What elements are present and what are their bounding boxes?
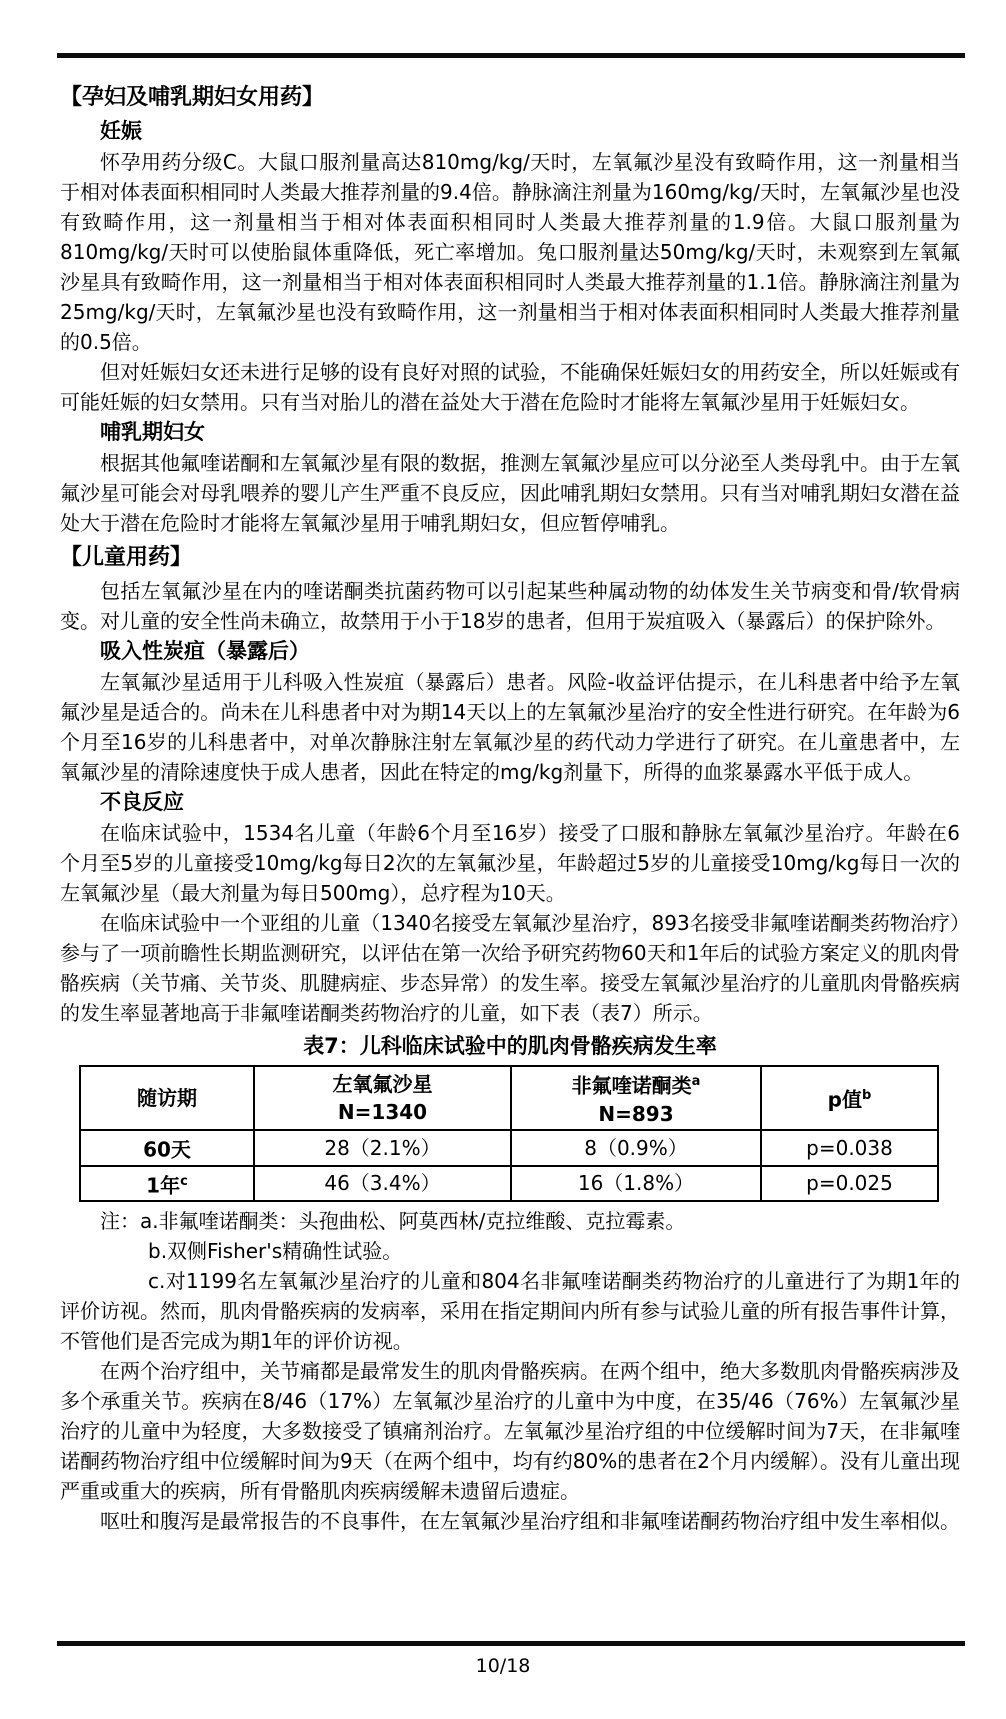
table7-header-nonfluoroquinolone — [511, 1066, 761, 1130]
table7-header-followup — [80, 1066, 254, 1130]
paragraph-closing-1: 在两个治疗组中，关节痛都是最常发生的肌肉骨骼疾病。在两个组中，绝大多数肌肉骨骼疾病涉及多个承重关节。疾病在8/46（17%）左氧氟沙星治疗的儿童中为中度，在35/46（76%）左氧氟沙星治疗的儿童中为轻度，大多数接受了镇痛剂治疗。左氧氟沙星治疗组的中位缓解时间为7天，在非氟喹诺酮药物治疗组中位缓解时间为9天（在两个组中，均有约80%的患者在2个月内缓解）。没有儿童出现严重或重大的疾病，所有骨骼肌肉疾病缓解未遗留后遗症。 — [60, 1359, 960, 1504]
footnote-marker-c: c — [180, 1173, 188, 1189]
table7-header-nonfluoroquinolone-label: 非氟喹诺酮类 — [571, 1073, 692, 1098]
paragraph-closing-2: 呕吐和腹泻是最常报告的不良事件，在左氧氟沙星治疗组和非氟喹诺酮药物治疗组中发生率相似。 — [100, 1509, 960, 1534]
cell-pvalue-1year: p=0.025 — [761, 1166, 938, 1202]
table7 — [79, 1065, 939, 1202]
table7-header-pvalue-label: p值 — [827, 1087, 862, 1112]
cell-period-60days-label: 60天 — [143, 1137, 191, 1162]
cell-pvalue-60days: p=0.038 — [761, 1130, 938, 1166]
paragraph-pregnancy-1: 怀孕用药分级C。大鼠口服剂量高达810mg/kg/天时，左氧氟沙星没有致畸作用，这一剂量相当于相对体表面积相同时人类最大推荐剂量的9.4倍。静脉滴注剂量为160mg/kg/天时，左氧氟沙星也没有致畸作用，这一剂量相当于相对体表面积相同时人类最大推荐剂量的1.9倍。大鼠口服剂量为810mg/kg/天时可以使胎鼠体重降低，死亡率增加。兔口服剂量达50mg/kg/天时，未观察到左氧氟沙星具有致畸作用，这一剂量相当于相对体表面积相同时人类最大推荐剂量的1.1倍。静脉滴注剂量为25mg/kg/天时，左氧氟沙星也没有致畸作用，这一剂量相当于相对体表面积相同时人类最大推荐剂量的0.5倍。 — [60, 150, 960, 354]
page-content — [60, 78, 960, 1536]
cell-period-1year-label: 1年 — [146, 1173, 181, 1198]
table7-note-b: b.双侧Fisher's精确性试验。 — [148, 1239, 403, 1264]
cell-period-60days — [80, 1130, 254, 1166]
cell-levofloxacin-1year: 46（3.4%） — [254, 1166, 511, 1202]
subheading-pregnancy: 妊娠 — [100, 119, 142, 143]
table7-header-nonfluoroquinolone-n: N=893 — [598, 1101, 674, 1126]
bottom-rule — [57, 1641, 965, 1646]
table7-title: 表7：儿科临床试验中的肌肉骨骼疾病发生率 — [303, 1034, 717, 1058]
paragraph-anthrax-1: 左氧氟沙星适用于儿科吸入性炭疽（暴露后）患者。风险-收益评估提示，在儿科患者中给予左氧氟沙星是适合的。尚未在儿科患者中对为期14天以上的左氧氟沙星治疗的安全性进行研究。在年龄为6个月至16岁的儿科患者中，对单次静脉注射左氧氟沙星的药代动力学进行了研究。在儿童患者中，左氧氟沙星的清除速度快于成人患者，因此在特定的mg/kg剂量下，所得的血浆暴露水平低于成人。 — [60, 670, 960, 784]
section-title-pregnancy-lactation: 【孕妇及哺乳期妇女用药】 — [60, 85, 325, 110]
cell-levofloxacin-60days: 28（2.1%） — [254, 1130, 511, 1166]
paragraph-lactation-1: 根据其他氟喹诺酮和左氧氟沙星有限的数据，推测左氧氟沙星应可以分泌至人类母乳中。由于左氧氟沙星可能会对母乳喂养的婴儿产生严重不良反应，因此哺乳期妇女禁用。只有当对哺乳期妇女潜在益处大于潜在危险时才能将左氧氟沙星用于哺乳期妇女，但应暂停哺乳。 — [60, 451, 960, 535]
table7-header-row — [80, 1066, 938, 1130]
table-row-1-year — [80, 1166, 938, 1202]
subheading-adverse-reactions: 不良反应 — [100, 790, 184, 814]
table7-header-levofloxacin-n: N=1340 — [337, 1100, 428, 1124]
section-title-pediatric: 【儿童用药】 — [60, 545, 193, 570]
cell-period-1year — [80, 1166, 254, 1202]
table7-note-c: c.对1199名左氧氟沙星治疗的儿童和804名非氟喹诺酮类药物治疗的儿童进行了为期1年的评价访视。然而，肌肉骨骼疾病的发病率，采用在指定期间内所有参与试验儿童的所有报告事件计算，不管他们是否完成为期1年的评价访视。 — [60, 1269, 960, 1354]
table7-header-levofloxacin-label: 左氧氟沙星 — [332, 1072, 433, 1096]
footnote-marker-a: a — [691, 1074, 701, 1090]
table7-header-followup-label: 随访期 — [137, 1086, 197, 1110]
paragraph-pregnancy-2: 但对妊娠妇女还未进行足够的设有良好对照的试验，不能确保妊娠妇女的用药安全，所以妊娠或有可能妊娠的妇女禁用。只有当对胎儿的潜在益处大于潜在危险时才能将左氧氟沙星用于妊娠妇女。 — [60, 360, 960, 414]
cell-nonfluoroquinolone-1year: 16（1.8%） — [511, 1166, 761, 1202]
top-rule — [57, 53, 965, 58]
subheading-lactation: 哺乳期妇女 — [100, 420, 205, 444]
page-number: 10/18 — [475, 1655, 531, 1677]
paragraph-adr-2: 在临床试验中一个亚组的儿童（1340名接受左氧氟沙星治疗，893名接受非氟喹诺酮类药物治疗）参与了一项前瞻性长期监测研究，以评估在第一次给予研究药物60天和1年后的试验方案定义的肌肉骨骼疾病（关节痛、关节炎、肌腱病症、步态异常）的发生率。接受左氧氟沙星治疗的儿童肌肉骨骼疾病的发生率显著地高于非氟喹诺酮类药物治疗的儿童，如下表（表7）所示。 — [60, 911, 960, 1025]
footnote-marker-b: b — [862, 1088, 872, 1104]
subheading-inhalation-anthrax: 吸入性炭疽（暴露后） — [100, 639, 310, 663]
table7-note-a: 注：a.非氟喹诺酮类：头孢曲松、阿莫西林/克拉维酸、克拉霉素。 — [100, 1209, 686, 1234]
paragraph-pediatric-1: 包括左氧氟沙星在内的喹诺酮类抗菌药物可以引起某些种属动物的幼体发生关节病变和骨/软骨病变。对儿童的安全性尚未确立，故禁用于小于18岁的患者，但用于炭疽吸入（暴露后）的保护除外。 — [60, 579, 960, 633]
paragraph-adr-1: 在临床试验中，1534名儿童（年龄6个月至16岁）接受了口服和静脉左氧氟沙星治疗。年龄在6个月至5岁的儿童接受10mg/kg每日2次的左氧氟沙星，年龄超过5岁的儿童接受10mg/kg每日一次的左氧氟沙星（最大剂量为每日500mg），总疗程为10天。 — [60, 821, 960, 905]
table7-header-pvalue — [761, 1066, 938, 1130]
table7-header-nonfluoroquinolone-line1 — [512, 1068, 760, 1100]
cell-nonfluoroquinolone-60days: 8（0.9%） — [511, 1130, 761, 1166]
table7-header-levofloxacin — [254, 1066, 511, 1130]
table-row-60-days — [80, 1130, 938, 1166]
